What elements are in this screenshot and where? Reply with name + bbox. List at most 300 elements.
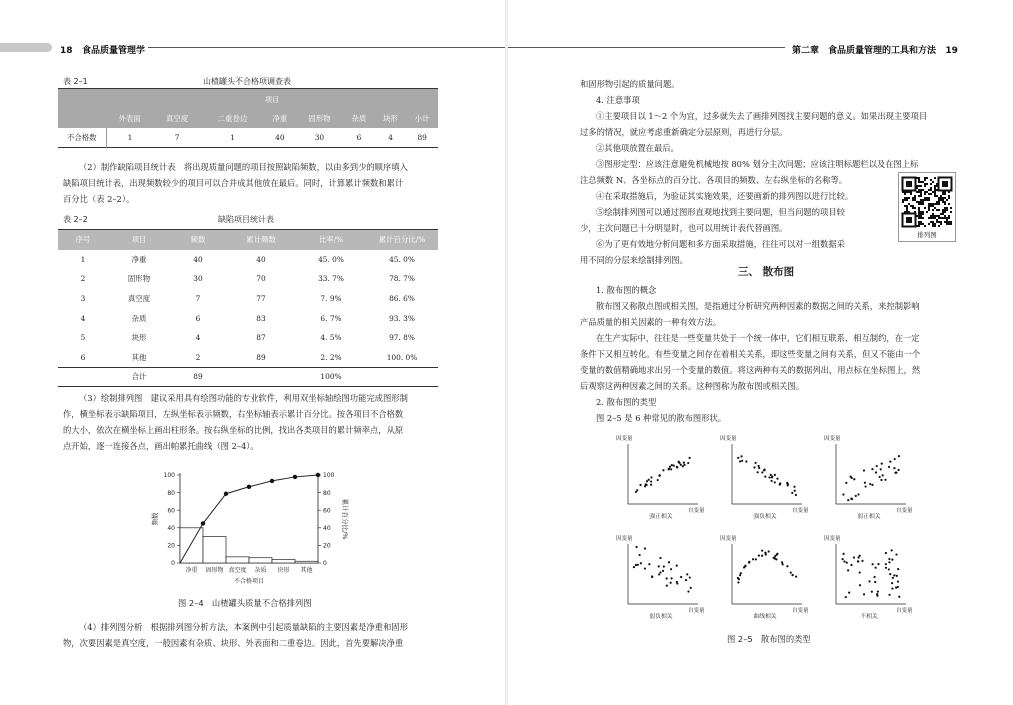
scatter-point xyxy=(861,560,863,562)
scatter-point xyxy=(682,465,684,467)
text-line: 条件下又相互转化。有些变量之间存在着相关关系，即这些变量之间有关系，但又不能由一个 xyxy=(580,349,921,359)
left-header xyxy=(60,43,145,56)
qr-module xyxy=(912,199,914,201)
qr-module xyxy=(948,223,950,225)
table1-col-header: 块形 xyxy=(375,110,407,128)
table2-col-header: 比率/% xyxy=(296,230,366,250)
text-line: （3）绘制排列图 建议采用具有绘图功能的专业软件，利用双坐标轴绘图功能完成图形制 xyxy=(79,393,408,403)
scatter-point xyxy=(753,466,755,468)
x-tick-label: 净重 xyxy=(185,567,198,574)
scatter-point xyxy=(885,552,887,554)
text-line: 变量的数值精确地求出另一个变量的数值。将这两种有关的数据列出，用点标在坐标图上，然 xyxy=(580,365,921,375)
table1-cell: 7 xyxy=(174,132,180,142)
qr-module xyxy=(926,211,928,213)
scatter-point xyxy=(657,479,659,481)
table2-cell: 固形物 xyxy=(127,274,151,284)
scatter-point xyxy=(851,498,853,500)
scatter-point xyxy=(678,461,680,463)
panel-caption: 弱正相关 xyxy=(857,514,881,520)
table1-corner xyxy=(58,89,106,128)
qr-module xyxy=(924,197,926,199)
scatter-paragraphs xyxy=(580,282,965,426)
qr-module xyxy=(934,223,936,225)
scatter-point xyxy=(864,482,866,484)
scatter-point xyxy=(639,484,641,486)
y2-tick-label: 60 xyxy=(323,507,331,515)
scatter-point xyxy=(741,460,743,462)
scatter-point xyxy=(894,458,896,460)
qr-module xyxy=(902,201,904,203)
qr-module xyxy=(924,183,926,185)
paragraph-3 xyxy=(63,390,438,454)
table2-row xyxy=(58,289,438,309)
scatter-point xyxy=(686,573,688,575)
scatter-point xyxy=(842,493,844,495)
scatter-panel-弱正相关 xyxy=(824,434,913,520)
scatter-point xyxy=(882,474,884,476)
qr-module xyxy=(920,203,922,205)
qr-module xyxy=(940,197,942,199)
table1-col-header: 二重卷边 xyxy=(201,110,264,128)
panel-caption: 不相关 xyxy=(860,614,878,620)
qr-module xyxy=(950,221,952,223)
qr-module xyxy=(922,217,924,219)
table2-total-cell: 89 xyxy=(193,372,203,382)
table1-cell: 1 xyxy=(127,132,133,142)
table1-title: 山楂罐头不合格项调查表 xyxy=(203,77,291,86)
table2-row xyxy=(58,250,438,270)
table1-data-row xyxy=(58,128,438,148)
qr-module xyxy=(920,199,922,201)
qr-module xyxy=(916,201,918,203)
qr-module xyxy=(934,191,936,193)
scatter-point xyxy=(774,555,776,557)
scatter-point xyxy=(873,576,875,578)
scatter-point xyxy=(737,581,739,583)
qr-module xyxy=(938,197,940,199)
scatter-point xyxy=(898,596,900,598)
scatter-point xyxy=(874,581,876,583)
scatter-point xyxy=(868,580,870,582)
qr-module xyxy=(944,217,946,219)
table2-cell: 45. 0% xyxy=(389,254,415,264)
qr-module xyxy=(922,201,924,203)
text-line: 后观察这两种因素之间的关系。这种图称为散布图或相关图。 xyxy=(580,381,805,391)
qr-module xyxy=(920,191,922,193)
scatter-point xyxy=(757,465,759,467)
table1-cell: 6 xyxy=(356,132,362,142)
qr-module xyxy=(934,187,936,189)
text-line: ②其他项放置在最后。 xyxy=(596,143,679,153)
scatter-point xyxy=(659,557,661,559)
table2-total-cell xyxy=(366,367,438,386)
qr-module xyxy=(918,189,920,191)
qr-module xyxy=(918,221,920,223)
qr-module xyxy=(918,185,920,187)
scatter-point xyxy=(853,556,855,558)
scatter-point xyxy=(755,558,757,560)
qr-module xyxy=(940,217,942,219)
panel-xlabel: 自变量 xyxy=(792,608,809,614)
qr-module xyxy=(918,201,920,203)
qr-module xyxy=(910,193,912,195)
y-tick-label: 20 xyxy=(167,542,175,550)
qr-module xyxy=(918,203,920,205)
scatter-point xyxy=(651,576,653,578)
x-tick-label: 真空度 xyxy=(228,567,247,574)
qr-finder-core xyxy=(906,217,912,223)
qr-module xyxy=(930,203,932,205)
text-line: 过多的情况，就应考虑重新确定分层原则，再进行分层。 xyxy=(580,127,788,137)
qr-module xyxy=(932,203,934,205)
qr-module xyxy=(948,203,950,205)
qr-module xyxy=(938,215,940,217)
scatter-point xyxy=(738,578,740,580)
qr-module xyxy=(930,215,932,217)
qr-module xyxy=(946,221,948,223)
bar-杂质 xyxy=(249,558,272,563)
qr-module xyxy=(942,199,944,201)
scatter-point xyxy=(863,469,865,471)
table1-cell: 40 xyxy=(275,132,285,142)
text-line: ③图形定型：应该注意避免机械地按 80% 划分主次问题；应该注明标题栏以及在图上标 xyxy=(596,159,919,169)
scatter-point xyxy=(685,579,687,581)
qr-module xyxy=(944,215,946,217)
qr-module xyxy=(918,211,920,213)
scatter-point xyxy=(658,475,660,477)
qr-module xyxy=(914,199,916,201)
scatter-panel-强负相关 xyxy=(720,434,809,520)
table2-cell: 77 xyxy=(256,293,266,303)
qr-module xyxy=(906,197,908,199)
scatter-panel-曲线相关 xyxy=(720,534,809,620)
qr-code-box xyxy=(898,172,956,242)
scatter-point xyxy=(768,550,770,552)
scatter-point xyxy=(869,483,871,485)
scatter-point xyxy=(871,591,873,593)
scatter-point xyxy=(880,479,882,481)
cumulative-point xyxy=(293,475,297,479)
qr-module xyxy=(924,177,926,179)
scatter-point xyxy=(771,476,773,478)
scatter-point xyxy=(648,479,650,481)
qr-module xyxy=(922,203,924,205)
qr-module xyxy=(940,223,942,225)
x-tick-label: 其他 xyxy=(300,567,313,574)
scatter-point xyxy=(670,577,672,579)
qr-module xyxy=(938,225,940,227)
table2-cell: 净重 xyxy=(131,254,147,264)
text-line: 作，横坐标表示缺陷项目，左纵坐标表示频数，右坐标轴表示累计百分比。按各项目不合格数 xyxy=(63,409,404,419)
qr-module xyxy=(920,195,922,197)
scatter-point xyxy=(761,555,763,557)
scatter-point xyxy=(683,462,685,464)
text-line: 产品质量的相关因素的一种有效方法。 xyxy=(580,317,722,327)
qr-module xyxy=(932,209,934,211)
scatter-point xyxy=(857,556,859,558)
panel-ylabel: 因变量 xyxy=(720,536,737,542)
y-tick-label: 0 xyxy=(171,560,175,568)
text-line: ④在采取措施后，为验证其实施效果，还要画新的排列图以进行比较。 xyxy=(596,191,854,201)
qr-module xyxy=(922,213,924,215)
scatter-point xyxy=(891,558,893,560)
y-tick-label: 60 xyxy=(167,507,175,515)
qr-module xyxy=(944,221,946,223)
right-header-title: 第二章 食品质量管理的工具和方法 xyxy=(792,46,937,56)
bar-真空度 xyxy=(226,557,249,563)
qr-module xyxy=(944,193,946,195)
table2-cell: 其他 xyxy=(131,352,147,362)
table2-cell: 70 xyxy=(256,274,266,284)
table2-col-header: 累计频数 xyxy=(226,230,296,250)
qr-module xyxy=(920,185,922,187)
table2-row xyxy=(58,269,438,289)
scatter-point xyxy=(897,568,899,570)
scatter-point xyxy=(668,468,670,470)
text-line: ⑥为了更有效地分析问题和多方面采取措施，往往可以对一组数据采 xyxy=(596,239,845,249)
paragraph-4 xyxy=(63,619,438,651)
scatter-point xyxy=(761,471,763,473)
qr-module xyxy=(940,195,942,197)
scatter-point xyxy=(885,563,887,565)
qr-module xyxy=(942,201,944,203)
scatter-point xyxy=(673,464,675,466)
scatter-point xyxy=(687,590,689,592)
scatter-point xyxy=(737,457,739,459)
scatter-point xyxy=(885,567,887,569)
qr-module xyxy=(932,191,934,193)
qr-module xyxy=(934,215,936,217)
y-tick-label: 40 xyxy=(167,525,175,532)
scatter-point xyxy=(794,490,796,492)
scatter-point xyxy=(889,573,891,575)
table2-cell: 6. 7% xyxy=(320,313,342,323)
scatter-point xyxy=(650,476,652,478)
qr-module xyxy=(930,205,932,207)
table2-total-cell: 合计 xyxy=(131,372,147,382)
scatter-point xyxy=(859,571,861,573)
qr-module xyxy=(928,209,930,211)
scatter-point xyxy=(842,558,844,560)
panel-caption: 曲线相关 xyxy=(753,614,777,620)
qr-module xyxy=(942,217,944,219)
scatter-point xyxy=(668,561,670,563)
table2-cell: 30 xyxy=(193,274,203,284)
qr-module xyxy=(930,187,932,189)
qr-module xyxy=(926,183,928,185)
scatter-point xyxy=(792,574,794,576)
y-tick-label: 100 xyxy=(163,472,175,480)
scatter-point xyxy=(690,587,692,589)
scatter-point xyxy=(894,472,896,474)
scatter-point xyxy=(663,565,665,567)
figure-2-4-caption: 图 2–4 山楂罐头质量不合格排列图 xyxy=(178,598,312,608)
qr-finder-core xyxy=(942,181,948,187)
scatter-point xyxy=(639,554,641,556)
scatter-point xyxy=(671,464,673,466)
qr-module xyxy=(920,215,922,217)
qr-module xyxy=(902,199,904,201)
qr-module xyxy=(904,197,906,199)
x-tick-label: 块形 xyxy=(277,567,290,574)
text-line: 1. 散布图的概念 xyxy=(596,285,657,295)
table2-cell: 93. 3% xyxy=(389,313,415,323)
qr-module xyxy=(932,181,934,183)
scatter-point xyxy=(795,494,797,496)
table2-cell: 1 xyxy=(80,254,86,264)
scatter-point xyxy=(850,564,852,566)
qr-module xyxy=(932,223,934,225)
qr-module xyxy=(944,201,946,203)
qr-module xyxy=(908,197,910,199)
scatter-point xyxy=(662,469,664,471)
scatter-point xyxy=(765,553,767,555)
qr-module xyxy=(928,193,930,195)
qr-module xyxy=(928,223,930,225)
qr-module xyxy=(934,193,936,195)
table1-cell: 89 xyxy=(417,132,427,142)
scatter-point xyxy=(761,550,763,552)
qr-module xyxy=(944,207,946,209)
right-page-number: 19 xyxy=(945,46,958,56)
scatter-point xyxy=(683,464,685,466)
header-bar xyxy=(0,43,52,52)
qr-module xyxy=(924,207,926,209)
y2-tick-label: 80 xyxy=(323,489,331,497)
scatter-point xyxy=(768,476,770,478)
qr-module xyxy=(946,207,948,209)
y2-tick-label: 100 xyxy=(323,472,335,480)
panel-ylabel: 因变量 xyxy=(616,436,633,442)
figure-2-5-caption: 图 2–5 散布图的类型 xyxy=(727,634,811,644)
qr-module xyxy=(948,217,950,219)
bar-固形物 xyxy=(203,537,226,563)
scatter-point xyxy=(754,462,756,464)
scatter-point xyxy=(842,553,844,555)
bar-块形 xyxy=(272,559,295,563)
y2-tick-label: 40 xyxy=(323,525,331,532)
qr-module xyxy=(922,223,924,225)
scatter-point xyxy=(897,580,899,582)
scatter-point xyxy=(848,592,850,594)
qr-module xyxy=(924,191,926,193)
panel-caption: 弱负相关 xyxy=(649,614,673,620)
table2-cell: 6 xyxy=(195,313,201,323)
qr-module xyxy=(934,185,936,187)
table1 xyxy=(58,88,438,148)
scatter-point xyxy=(845,596,847,598)
qr-module xyxy=(938,201,940,203)
scatter-point xyxy=(875,471,877,473)
table1-col-header: 小计 xyxy=(406,110,438,128)
table2-cell: 87 xyxy=(256,333,266,343)
qr-module xyxy=(924,179,926,181)
scatter-point xyxy=(781,561,783,563)
qr-module xyxy=(922,189,924,191)
qr-module xyxy=(944,203,946,205)
text-line: 2. 散布图的类型 xyxy=(596,397,657,407)
scatter-point xyxy=(888,568,890,570)
qr-module xyxy=(942,197,944,199)
scatter-point xyxy=(857,493,859,495)
qr-module xyxy=(932,205,934,207)
text-line: 图 2–5 是 6 种常见的散布图形状。 xyxy=(596,413,727,423)
panel-ylabel: 因变量 xyxy=(616,536,633,542)
scatter-point xyxy=(670,468,672,470)
section-title: 三、 散布图 xyxy=(738,266,795,278)
table2-cell: 89 xyxy=(256,352,266,362)
qr-module xyxy=(914,197,916,199)
qr-module xyxy=(928,203,930,205)
scatter-point xyxy=(763,469,765,471)
qr-module xyxy=(946,199,948,201)
qr-module xyxy=(918,223,920,225)
table2-cell: 真空度 xyxy=(127,293,151,303)
pareto-chart xyxy=(140,465,380,590)
scatter-point xyxy=(855,495,857,497)
scatter-point xyxy=(896,575,898,577)
y2-tick-label: 20 xyxy=(323,542,331,550)
qr-module xyxy=(930,179,932,181)
qr-module xyxy=(920,213,922,215)
scatter-point xyxy=(687,462,689,464)
scatter-point xyxy=(893,467,895,469)
qr-module xyxy=(930,193,932,195)
qr-module xyxy=(934,217,936,219)
qr-module xyxy=(928,199,930,201)
text-line: 百分比（表 2–2）。 xyxy=(63,194,135,204)
qr-module xyxy=(918,209,920,211)
table2-col-header: 累计百分比/% xyxy=(366,230,438,250)
qr-module xyxy=(914,207,916,209)
table2-cell: 2. 2% xyxy=(320,352,342,362)
text-line: 点开始，逐一连接各点，画出帕累托曲线（图 2–4）。 xyxy=(63,441,259,451)
scatter-point xyxy=(680,464,682,466)
table2-total-cell xyxy=(58,367,108,386)
scatter-point xyxy=(666,584,668,586)
scatter-point xyxy=(662,570,664,572)
scatter-point xyxy=(871,484,873,486)
scatter-point xyxy=(658,565,660,567)
scatter-point xyxy=(893,574,895,576)
scatter-point xyxy=(790,572,792,574)
table2-cell: 块形 xyxy=(131,333,147,343)
scatter-point xyxy=(745,460,747,462)
table1-col-header: 固形物 xyxy=(296,110,343,128)
qr-module xyxy=(934,177,936,179)
scatter-point xyxy=(888,558,890,560)
table2-cell: 4. 5% xyxy=(320,333,342,343)
qr-module xyxy=(936,201,938,203)
scatter-point xyxy=(881,463,883,465)
text-line: 和固形物引起的质量问题。 xyxy=(580,79,680,89)
qr-module xyxy=(912,197,914,199)
qr-module xyxy=(920,201,922,203)
qr-module xyxy=(918,217,920,219)
y2-axis-title: 累计百分比/% xyxy=(341,498,349,540)
table1-row-label: 不合格数 xyxy=(58,128,106,148)
table2-cell: 5 xyxy=(80,333,86,343)
scatter-point xyxy=(857,560,859,562)
scatter-point xyxy=(669,466,671,468)
qr-module xyxy=(936,195,938,197)
scatter-point xyxy=(880,468,882,470)
qr-module xyxy=(932,215,934,217)
qr-module xyxy=(934,207,936,209)
qr-module xyxy=(936,221,938,223)
scatter-point xyxy=(891,587,893,589)
table2-label: 表 2–2 xyxy=(63,215,88,224)
